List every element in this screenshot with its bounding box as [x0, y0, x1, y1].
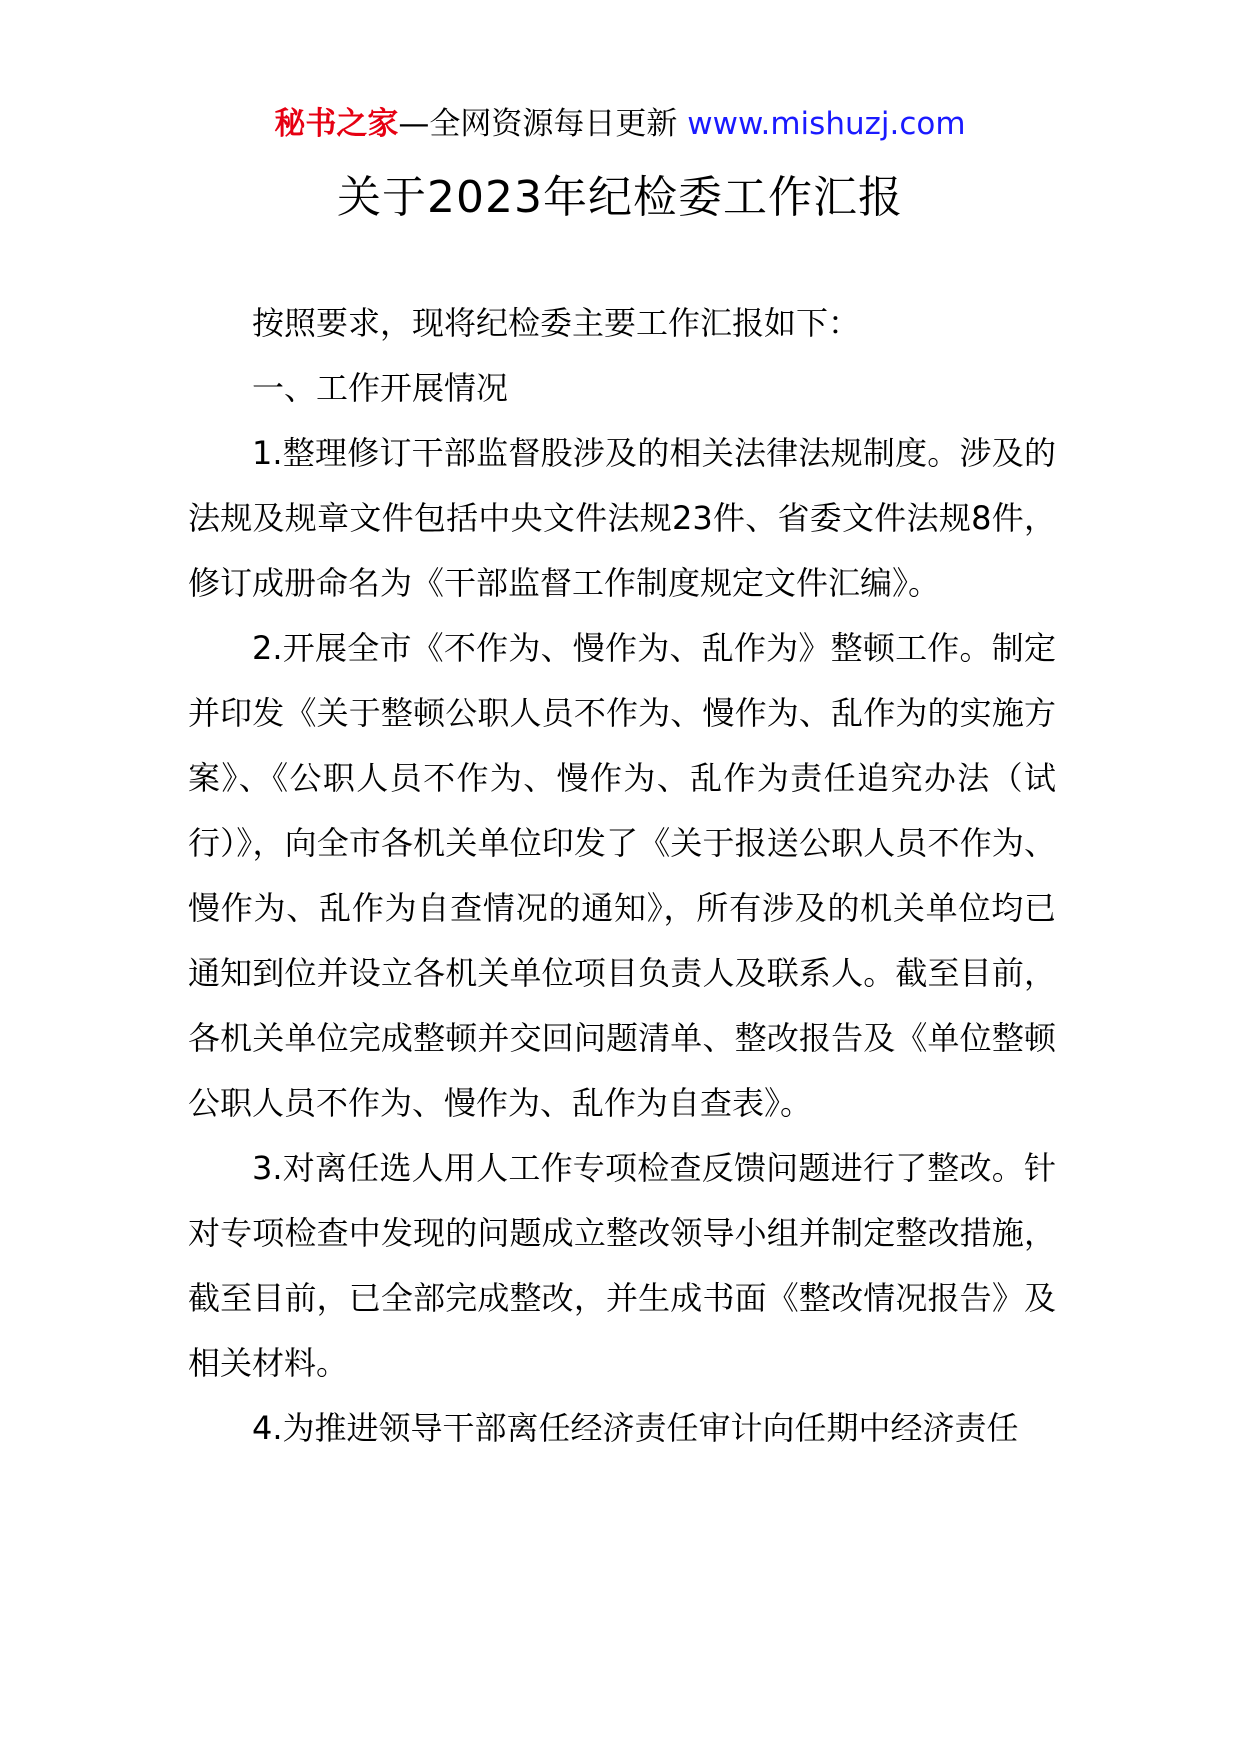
site-header — [0, 100, 1240, 148]
item-3-paragraph: 3.对离任选人用人工作专项检查反馈问题进行了整改。针对专项检查中发现的问题成立整改领导小组并制定整改措施，截至目前，已全部完成整改，并生成书面《整改情况报告》及相关材料。 — [188, 1149, 1056, 1382]
site-url-link[interactable]: www.mishuzj.com — [687, 106, 966, 142]
header-tagline: —全网资源每日更新 — [398, 106, 688, 142]
section-heading: 一、工作开展情况 — [252, 369, 509, 407]
item-4-paragraph: 4.为推进领导干部离任经济责任审计向任期中经济责任 — [252, 1409, 1019, 1447]
brand-name: 秘书之家 — [274, 106, 399, 142]
item-1-paragraph: 1.整理修订干部监督股涉及的相关法律法规制度。涉及的法规及规章文件包括中央文件法规23件、省委文件法规8件，修订成册命名为《干部监督工作制度规定文件汇编》。 — [188, 434, 1056, 602]
document-title: 关于2023年纪检委工作汇报 — [337, 172, 903, 223]
document-body — [188, 291, 1056, 1461]
intro-paragraph: 按照要求，现将纪检委主要工作汇报如下： — [252, 304, 861, 342]
item-2-paragraph: 2.开展全市《不作为、慢作为、乱作为》整顿工作。制定并印发《关于整顿公职人员不作为、慢作为、乱作为的实施方案》、《公职人员不作为、慢作为、乱作为责任追究办法（试行）》，向全市各机关单位印发了《关于报送公职人员不作为、慢作为、乱作为自查情况的通知》，所有涉及的机关单位均已通知到位并设立各机关单位项目负责人及联系人。截至目前，各机关单位完成整顿并交回问题清单、整改报告及《单位整顿公职人员不作为、慢作为、乱作为自查表》。 — [188, 629, 1056, 1122]
